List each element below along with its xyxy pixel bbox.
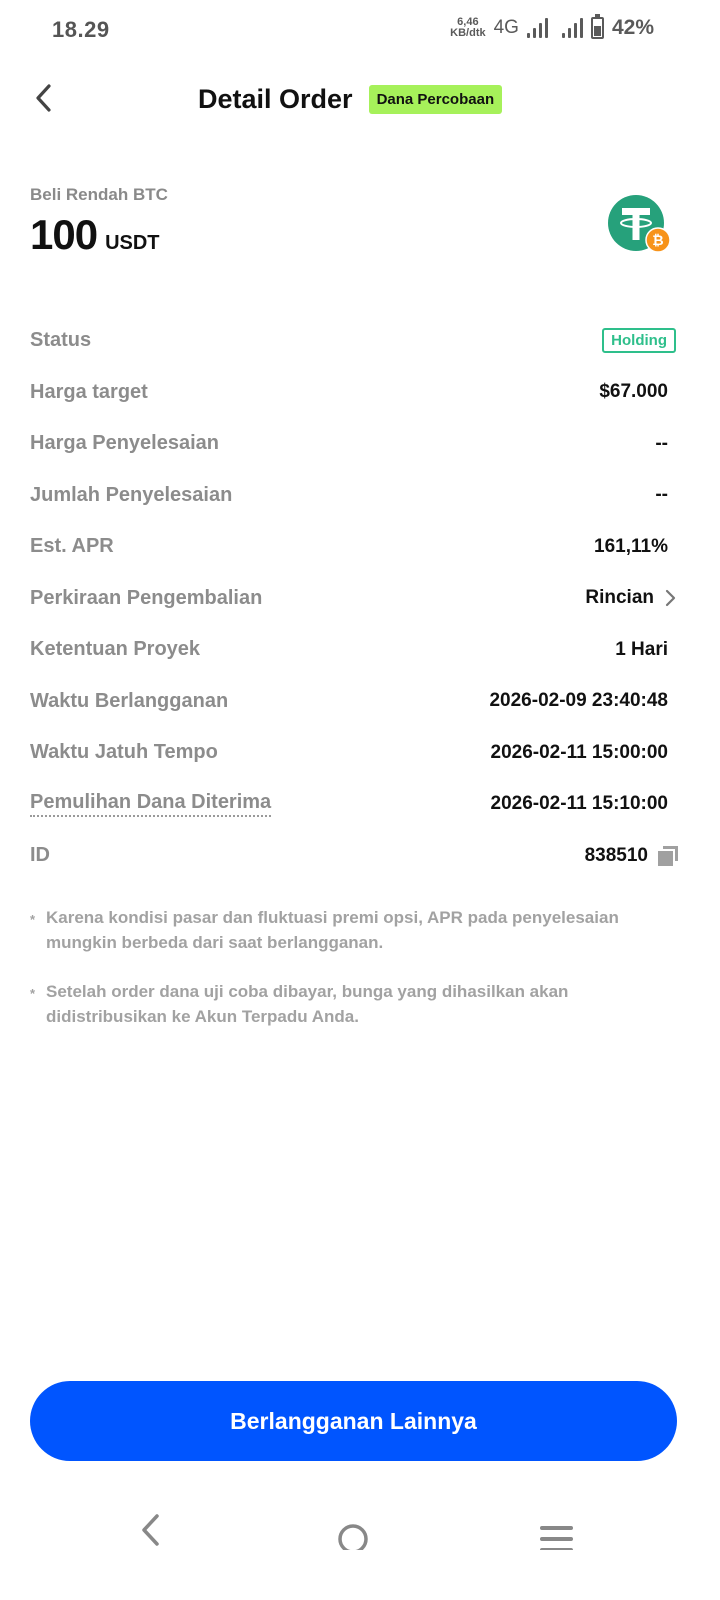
target-price-value: $67.000 bbox=[599, 381, 668, 403]
estimated-return-details-link[interactable] bbox=[585, 587, 678, 609]
settlement-amount-value: -- bbox=[655, 484, 668, 506]
project-term-label: Ketentuan Proyek bbox=[30, 638, 201, 661]
detail-row-funds-received bbox=[30, 779, 678, 831]
network-speed bbox=[450, 17, 485, 39]
est-apr-value: 161,11% bbox=[594, 535, 668, 557]
svg-text:₿: ₿ bbox=[652, 232, 664, 248]
settlement-price-value: -- bbox=[655, 432, 668, 454]
detail-row-estimated-return bbox=[30, 573, 678, 625]
id-value-group bbox=[585, 845, 678, 867]
chevron-left-icon bbox=[30, 82, 60, 116]
detail-row-maturity-time bbox=[30, 727, 678, 779]
nav-home-icon bbox=[328, 1510, 378, 1550]
amount-row bbox=[30, 211, 678, 259]
order-summary bbox=[30, 185, 678, 265]
funds-received-value: 2026-02-11 15:10:00 bbox=[490, 793, 668, 815]
battery-icon bbox=[591, 17, 604, 39]
est-apr-label: Est. APR bbox=[30, 535, 114, 558]
status-icons bbox=[450, 16, 654, 40]
page-title: Detail Order bbox=[198, 84, 353, 114]
detail-row-settlement-amount bbox=[30, 470, 678, 522]
subscription-time-label: Waktu Berlangganan bbox=[30, 689, 229, 712]
note-text: Karena kondisi pasar dan fluktuasi premi opsi, APR pada penyelesaian mungkin berbeda dari saat berlangganan. bbox=[46, 908, 619, 952]
details-link-label: Rincian bbox=[585, 587, 654, 609]
nav-menu-icon bbox=[532, 1510, 582, 1550]
back-button[interactable] bbox=[30, 82, 60, 116]
chevron-right-icon bbox=[664, 588, 678, 608]
note-text: Setelah order dana uji coba dibayar, bunga yang dihasilkan akan didistribusikan ke Akun Terpadu Anda. bbox=[46, 982, 569, 1026]
nav-recents-button[interactable] bbox=[532, 1510, 582, 1550]
detail-row-settlement-price bbox=[30, 418, 678, 470]
target-price-label: Harga target bbox=[30, 380, 148, 403]
maturity-time-label: Waktu Jatuh Tempo bbox=[30, 741, 218, 764]
status-bar bbox=[0, 0, 720, 60]
subscribe-more-button[interactable]: Berlangganan Lainnya bbox=[30, 1381, 677, 1461]
note-item bbox=[30, 905, 670, 955]
status-label: Status bbox=[30, 329, 92, 352]
copy-icon[interactable] bbox=[658, 846, 678, 866]
signal-icon bbox=[527, 18, 548, 38]
system-navigation-bar bbox=[0, 1500, 720, 1600]
detail-row-est-apr bbox=[30, 521, 678, 573]
detail-row-status bbox=[30, 315, 678, 367]
id-label: ID bbox=[30, 844, 50, 867]
settlement-price-label: Harga Penyelesaian bbox=[30, 432, 219, 455]
bullet-asterisk: * bbox=[30, 912, 36, 927]
network-type: 4G bbox=[493, 17, 519, 38]
order-amount: 100 bbox=[30, 211, 98, 258]
detail-row-project-term bbox=[30, 624, 678, 676]
trial-funds-badge: Dana Percobaan bbox=[369, 85, 503, 114]
battery-percent: 42% bbox=[611, 16, 654, 39]
nav-home-button[interactable] bbox=[328, 1510, 378, 1550]
order-currency: USDT bbox=[105, 232, 160, 254]
title-group bbox=[198, 84, 502, 115]
funds-received-label-tooltip[interactable]: Pemulihan Dana Diterima bbox=[30, 791, 271, 817]
header bbox=[0, 70, 720, 132]
bullet-asterisk: * bbox=[30, 986, 36, 1001]
nav-back-button[interactable] bbox=[128, 1510, 178, 1550]
status-badge: Holding bbox=[602, 328, 676, 353]
order-details bbox=[30, 315, 678, 882]
disclaimer-notes bbox=[30, 905, 670, 1053]
status-time: 18.29 bbox=[52, 17, 110, 42]
detail-row-target-price bbox=[30, 367, 678, 419]
nav-back-icon bbox=[128, 1510, 178, 1550]
estimated-return-label: Perkiraan Pengembalian bbox=[30, 586, 263, 609]
detail-row-id bbox=[30, 830, 678, 882]
subscription-time-value: 2026-02-09 23:40:48 bbox=[489, 690, 668, 712]
note-item bbox=[30, 979, 670, 1029]
usdt-btc-coin-icon bbox=[608, 195, 670, 257]
network-speed-value: 6,46 bbox=[457, 16, 479, 28]
detail-row-subscription-time bbox=[30, 676, 678, 728]
network-speed-unit: KB/dtk bbox=[450, 27, 486, 39]
project-term-value: 1 Hari bbox=[615, 638, 668, 660]
signal-icon bbox=[562, 18, 583, 38]
product-name: Beli Rendah BTC bbox=[30, 185, 168, 204]
settlement-amount-label: Jumlah Penyelesaian bbox=[30, 483, 233, 506]
maturity-time-value: 2026-02-11 15:00:00 bbox=[490, 741, 668, 763]
order-id-value: 838510 bbox=[584, 844, 648, 866]
